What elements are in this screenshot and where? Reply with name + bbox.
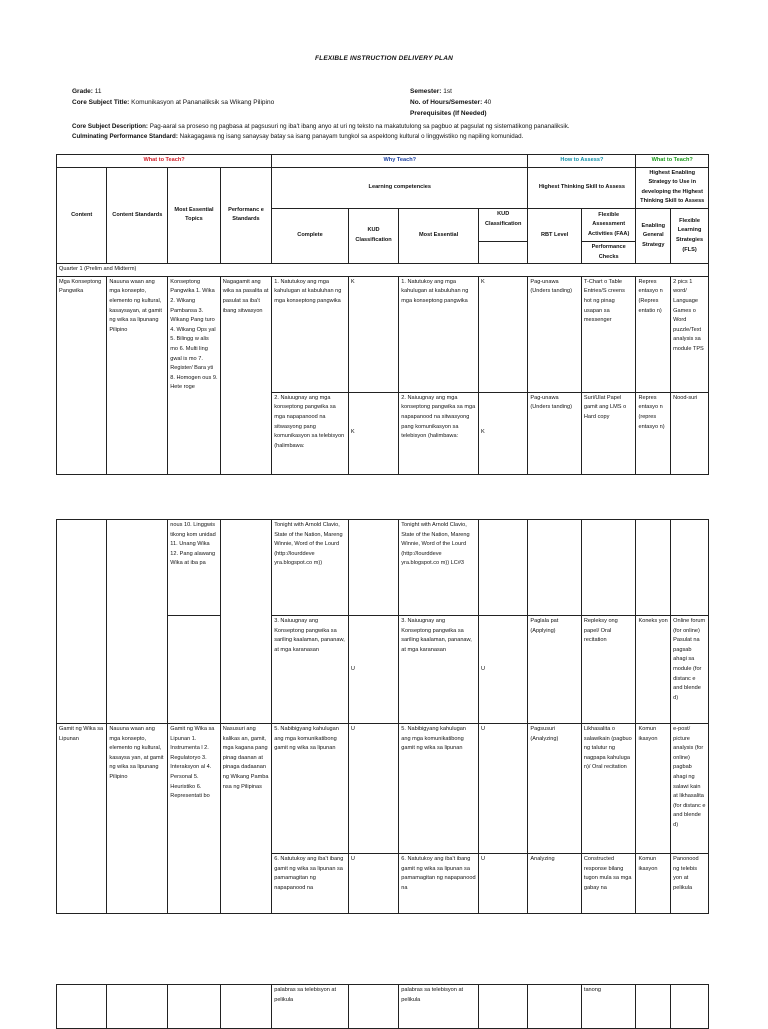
strategy-cell: Komun ikasyon xyxy=(636,724,671,854)
competency-complete-cell: 5. Nabibigyang kahulugan ang mga komunikatibong gamit ng wika sa lipunan xyxy=(272,724,349,854)
how-to-assess-header: How to Assess? xyxy=(528,155,636,168)
competency-essential-cell: Tonight with Arnold Clavio, State of the Nation, Mareng Winnie, Word of the Lourd (http://lourddeve yra.blogspot.co m)) LC#3 xyxy=(399,520,479,616)
kud-cell-2: U xyxy=(479,854,528,914)
kud-cell: U xyxy=(348,616,398,724)
culminating-standard: Culminating Performance Standard: Nakagagawa ng isang sanaysay batay sa isang panayam tungkol sa aspektong kultural o linggwistiko ng napiling komunidad. xyxy=(72,133,524,140)
rbt-cell: Analyzing xyxy=(528,854,582,914)
faa-cell: Suri/Ulat Papel gamit ang LMS o Hard copy xyxy=(581,392,636,474)
faa-cell: Repleksy ong papel/ Oral recitation xyxy=(581,616,636,724)
kud-cell-2: K xyxy=(479,392,528,474)
kud-cell: U xyxy=(348,724,398,854)
kud-cell-2: U xyxy=(479,724,528,854)
competency-complete-cell: 1. Natutukoy ang mga kahulugan at kabuluhan ng mga konseptong pangwika xyxy=(272,276,349,392)
grade-line: Grade: 11 xyxy=(72,88,102,95)
competency-complete-cell: 3. Naiuugnay ang Konseptong pangwika sa sariling kaalaman, pananaw, at mga karanasan xyxy=(272,616,349,724)
faa-cell: tanong xyxy=(581,985,636,1029)
header-row-1 xyxy=(57,155,709,168)
enabling-strategy-header: Enabling General Strategy xyxy=(636,208,671,263)
faa-cell: Constructed response bilang tugon mula sa mga gabay na xyxy=(581,854,636,914)
competency-essential-cell: 1. Natutukoy ang mga kahulugan at kabuluhan ng mga konseptong pangwika xyxy=(399,276,479,392)
highest-thinking-header: Highest Thinking Skill to Assess xyxy=(528,167,636,208)
fls-cell: Nood-suri xyxy=(671,392,709,474)
plan-table-page2 xyxy=(56,519,709,914)
topics-cell: Konseptong Pangwika 1. Wika 2. Wikang Pambansa 3. Wikang Pang turo 4. Wikang Ops yal 5. Bilingg w alis mo 6. Multi ling gwal is mo 7. Register/ Bara yti 8. Homogen ous 9. Hete roge xyxy=(168,276,220,474)
competency-complete-cell: 2. Naiuugnay ang mga konseptong pangwika sa mga napapanood na sitwasyong pang komunikasyon sa telebisyon (halimbawa: xyxy=(272,392,349,474)
standards-cell: Nauuna waan ang mga konsepto, elemento ng kultural, kasaysa yan, at gamit ng wika sa lipunang Pilipino xyxy=(107,724,168,914)
why-teach-header: Why Teach? xyxy=(272,155,528,168)
hours-line: No. of Hours/Semester: 40 xyxy=(410,99,492,106)
rbt-cell: Pagsusuri (Analyzing) xyxy=(528,724,582,854)
rbt-cell: Paglala pat (Applying) xyxy=(528,616,582,724)
competency-complete-cell: 6. Natutukoy ang iba't ibang gamit ng wika sa lipunan sa pamamagitan ng napapanood na xyxy=(272,854,349,914)
document-title: FLEXIBLE INSTRUCTION DELIVERY PLAN xyxy=(314,55,453,62)
semester-line: Semester: 1st xyxy=(410,88,452,95)
table-row xyxy=(57,276,709,392)
fls-header: Flexible Learning Strategies (FLS) xyxy=(671,208,709,263)
competency-essential-cell: palabras sa telebisyon at pelikula xyxy=(399,985,479,1029)
content-standards-header: Content Standards xyxy=(107,167,168,264)
complete-header: Complete xyxy=(272,208,349,263)
faa-cell: Likhasalita o salawikain (pagbuo ng talutur ng nagpapa kahuluga n)/ Oral recitation xyxy=(581,724,636,854)
table-row xyxy=(57,724,709,854)
learning-competencies-header: Learning competencies xyxy=(272,167,528,208)
competency-essential-cell: 5. Nabibigyang kahulugan ang mga komunikatibong gamit ng wika sa lipunan xyxy=(399,724,479,854)
performance-standards-header: Performanc e Standards xyxy=(220,167,271,264)
competency-complete-cell: Tonight with Arnold Clavio, State of the Nation, Mareng Winnie, Word of the Lourd (http://lourddeve yra.blogspot.co m)) xyxy=(272,520,349,616)
rbt-cell: Pag-unawa (Unders tanding) xyxy=(528,276,582,392)
kud-header-2: KUD Classification xyxy=(479,208,528,241)
topics-cell: nous 10. Linggwis tikong kom unidad 11. Unang Wika 12. Pang alawang Wika at iba pa xyxy=(168,520,220,616)
competency-essential-cell: 6. Natutukoy ang iba't ibang gamit ng wika sa lipunan sa pamamagitan ng napapanood na xyxy=(399,854,479,914)
most-essential-header: Most Essential xyxy=(399,208,479,263)
meta-left xyxy=(72,86,274,108)
quarter-label: Quarter 1 (Prelim and Midterm) xyxy=(57,264,709,277)
faa-header: Flexible Assessment Activities (FAA) xyxy=(581,208,636,241)
table-row xyxy=(57,985,709,1029)
fls-cell: Online forum (for online) Pasulat na pagsab ahagi sa module (for distanc e and blende d) xyxy=(671,616,709,724)
what-to-teach-header-2: What to Teach? xyxy=(636,155,709,168)
rbt-level-header: RBT Level xyxy=(528,208,582,263)
standards-cell: Nauuna waan ang mga konsepto, elemento ng kultural, kasaysayan, at gamit ng wika sa lipunang Pilipino xyxy=(107,276,168,474)
fls-cell: 2 pics 1 word/ Language Games o Word puzzle/Text analysis sa module TPS xyxy=(671,276,709,392)
content-cell: Gamit ng Wika sa Lipunan xyxy=(57,724,107,914)
kud-cell-2: K xyxy=(479,276,528,392)
competency-essential-cell: 2. Naiuugnay ang mga konseptong pangwika sa mga napapanood na sitwasyong pang komunikasyon sa telebisyon (halimbawa: xyxy=(399,392,479,474)
kud-cell: K xyxy=(348,392,398,474)
content-cell: Mga Konseptong Pangwika xyxy=(57,276,107,474)
highest-enabling-header: Highest Enabling Strategy to Use in developing the Highest Thinking Skill to Assess xyxy=(636,167,709,208)
performance-cell: Nagagamit ang wika sa pasalita at pasulat sa iba't ibang sitwasyon xyxy=(220,276,271,474)
strategy-cell: Koneks yon xyxy=(636,616,671,724)
competency-essential-cell: 3. Naiuugnay ang Konseptong pangwika sa sariling kaalaman, pananaw, at mga karanasan xyxy=(399,616,479,724)
content-header: Content xyxy=(57,167,107,264)
description-block xyxy=(72,122,712,142)
strategy-cell: Repres entasyo n (repres entasyo n) xyxy=(636,392,671,474)
kud-cell: K xyxy=(348,276,398,392)
rbt-cell: Pag-unawa (Unders tanding) xyxy=(528,392,582,474)
quarter-row xyxy=(57,264,709,277)
subject-description: Core Subject Description: Pag-aaral sa proseso ng pagbasa at pagsusuri ng iba't ibang anyo at uri ng teksto na makatutulong sa pagbuo at pagsulat ng sistematikong pananaliksik. xyxy=(72,123,570,130)
performance-checks-header: Performance Checks xyxy=(581,241,636,263)
kud-header-1: KUD Classification xyxy=(348,208,398,263)
strategy-cell: Komun ikasyon xyxy=(636,854,671,914)
table-row xyxy=(57,520,709,616)
plan-table-page3 xyxy=(56,984,709,1029)
fls-cell: Panonood ng telebis yon at pelikula xyxy=(671,854,709,914)
header-row-2 xyxy=(57,167,709,208)
kud-cell-2: U xyxy=(479,616,528,724)
strategy-cell: Repres entasyo n (Repres entatio n) xyxy=(636,276,671,392)
subject-line: Core Subject Title: Komunikasyon at Pananaliksik sa Wikang Pilipino xyxy=(72,99,275,106)
faa-cell: T-Chart o Table Entries/S creens hot ng pinag usapan sa messenger xyxy=(581,276,636,392)
prereq-line: Prerequisites (If Needed) xyxy=(410,110,487,117)
competency-complete-cell: palabras sa telebisyon at pelikula xyxy=(272,985,349,1029)
meta-right xyxy=(410,86,491,119)
topics-cell: Gamit ng Wika sa Lipunan 1. Instrumenta l 2. Regulatoryo 3. Interaksyon al 4. Personal 5. Heuristiko 6. Representati bo xyxy=(168,724,220,914)
plan-table-page1 xyxy=(56,154,709,475)
kud-cell: U xyxy=(348,854,398,914)
topics-header: Most Essential Topics xyxy=(168,167,220,264)
fls-cell: e-post/ picture analysis (for online) pagbab ahagi ng salawi kain at likhasalita (for distanc e and blende d) xyxy=(671,724,709,854)
performance-cell: Nasusuri ang kalikas an, gamit, mga kagana pang pinag daanan at pinaga dadaanan ng Wikang Pamba nsa ng Pilipinas xyxy=(220,724,271,914)
what-to-teach-header: What to Teach? xyxy=(57,155,272,168)
